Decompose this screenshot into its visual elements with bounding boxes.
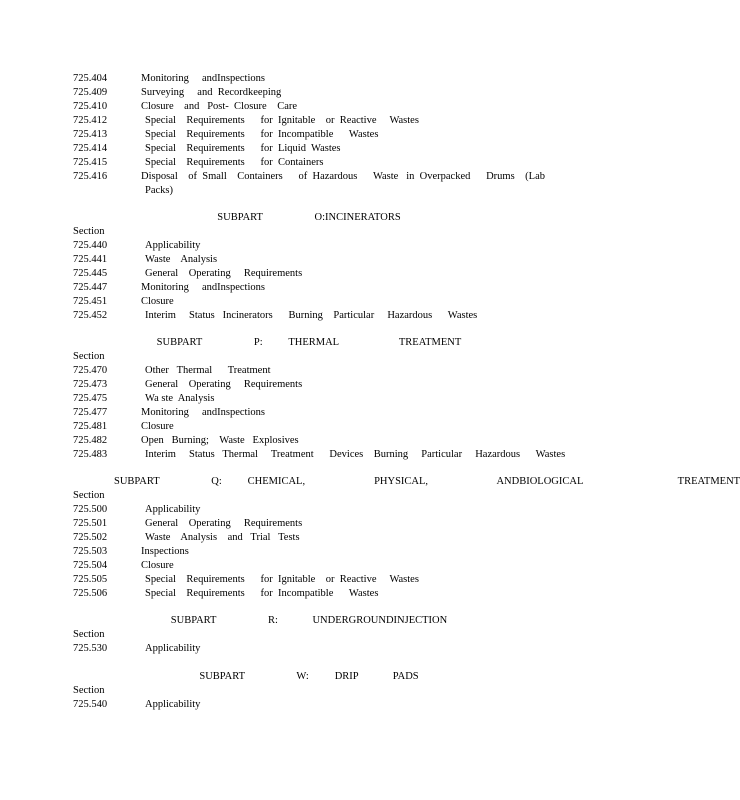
section-number: 725.452 (73, 310, 108, 321)
section-number: 725.410 (73, 101, 108, 112)
section-title: Interim Status Incinerators Burning Particular Hazardous Wastes (145, 310, 478, 321)
section-title: Monitoring andInspections (141, 282, 265, 293)
subpart-heading (114, 475, 740, 489)
section-number: 725.416 (73, 171, 108, 182)
section-number: 725.470 (73, 365, 108, 376)
section-label: Section (73, 629, 105, 640)
section-title: Special Requirements for Ignitable or Reactive Wastes (145, 574, 419, 585)
subpart-heading (0, 670, 618, 684)
section-label: Section (73, 490, 105, 501)
section-title: Waste Analysis and Trial Tests (145, 532, 300, 543)
section-title: Closure (141, 296, 174, 307)
section-title: General Operating Requirements (145, 518, 303, 529)
section-title: Wa ste Analysis (145, 393, 215, 404)
section-title: Monitoring andInspections (141, 407, 265, 418)
section-number: 725.441 (73, 254, 108, 265)
subpart-heading-text: SUBPART R: UNDERGROUNDINJECTION (170, 615, 448, 626)
section-number: 725.414 (73, 143, 108, 154)
section-number: 725.447 (73, 282, 108, 293)
section-label: Section (73, 351, 105, 362)
section-title: Waste Analysis (145, 254, 218, 265)
section-number: 725.530 (73, 643, 108, 654)
section-number: 725.500 (73, 504, 108, 515)
section-number: 725.501 (73, 518, 108, 529)
section-title: Special Requirements for Ignitable or Reactive Wastes (145, 115, 419, 126)
section-number: 725.505 (73, 574, 108, 585)
section-number: 725.473 (73, 379, 108, 390)
section-number: 725.415 (73, 157, 108, 168)
section-label: Section (73, 685, 105, 696)
section-number: 725.413 (73, 129, 108, 140)
section-title: Monitoring andInspections (141, 73, 265, 84)
subpart-heading-text: SUBPART O:INCINERATORS (217, 212, 401, 223)
section-title: Applicability (145, 643, 201, 654)
section-title: Applicability (145, 504, 201, 515)
section-number: 725.503 (73, 546, 108, 557)
section-title: Disposal of Small Containers of Hazardous Waste in Overpacked Drums (Lab (141, 171, 546, 182)
section-title: Closure and Post- Closure Care (141, 101, 298, 112)
section-title: Closure (141, 421, 174, 432)
section-number: 725.412 (73, 115, 108, 126)
section-title: Open Burning; Waste Explosives (141, 435, 299, 446)
section-title: Other Thermal Treatment (145, 365, 271, 376)
subpart-heading-text: SUBPART P: THERMAL TREATMENT (156, 337, 462, 348)
section-title: Applicability (145, 699, 201, 710)
subpart-heading (0, 211, 618, 225)
section-title: Closure (141, 560, 174, 571)
section-title: Interim Status Thermal Treatment Devices Burning Particular Hazardous Wastes (145, 449, 566, 460)
section-title: Special Requirements for Containers (145, 157, 324, 168)
section-number: 725.506 (73, 588, 108, 599)
section-title: Applicability (145, 240, 201, 251)
section-number: 725.404 (73, 73, 108, 84)
section-number: 725.504 (73, 560, 108, 571)
section-title: Inspections (141, 546, 189, 557)
section-number: 725.409 (73, 87, 108, 98)
section-title: Special Requirements for Incompatible Wastes (145, 588, 379, 599)
section-number: 725.440 (73, 240, 108, 251)
section-title-continuation: Packs) (145, 185, 173, 196)
section-number: 725.540 (73, 699, 108, 710)
section-number: 725.483 (73, 449, 108, 460)
section-number: 725.445 (73, 268, 108, 279)
section-title: Special Requirements for Liquid Wastes (145, 143, 341, 154)
section-title: Surveying and Recordkeeping (141, 87, 282, 98)
section-title: General Operating Requirements (145, 268, 303, 279)
subpart-heading (0, 336, 618, 350)
section-number: 725.451 (73, 296, 108, 307)
section-label: Section (73, 226, 105, 237)
subpart-heading-text: SUBPART Q: CHEMICAL, PHYSICAL, ANDBIOLOGICAL TREATMENT (114, 476, 740, 487)
section-title: Special Requirements for Incompatible Wastes (145, 129, 379, 140)
section-number: 725.482 (73, 435, 108, 446)
section-number: 725.477 (73, 407, 108, 418)
subpart-heading-text: SUBPART W: DRIP PADS (199, 671, 419, 682)
section-number: 725.475 (73, 393, 108, 404)
section-number: 725.481 (73, 421, 108, 432)
subpart-heading (0, 614, 618, 628)
section-title: General Operating Requirements (145, 379, 303, 390)
section-number: 725.502 (73, 532, 108, 543)
